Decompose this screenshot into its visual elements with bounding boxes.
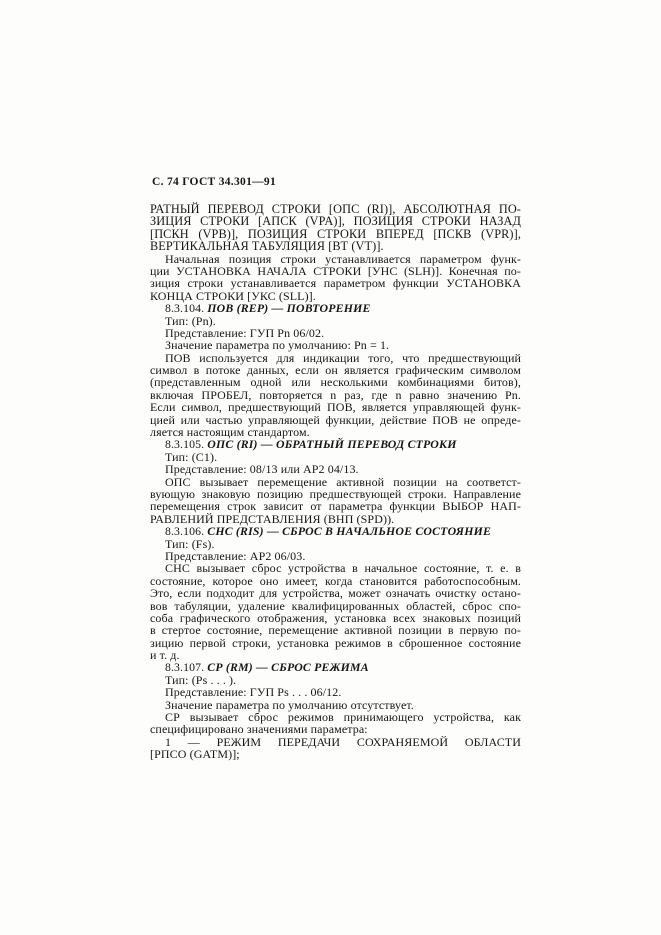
text-line: КОНЦА СТРОКИ [УКС (SLL)].: [150, 288, 316, 303]
text-line: ОПС вызывает перемещение активной позиции на соответст-: [165, 474, 521, 489]
text-line: ПОВ используется для индикации того, что предшествующий: [165, 350, 521, 365]
text-line: РАТНЫЙ ПЕРЕВОД СТРОКИ [ОПС (RI)], АБСОЛЮТНАЯ ПО-: [150, 202, 521, 216]
text-line: Представление: ГУП Ps . . . 06/12.: [165, 685, 342, 700]
section-heading: [150, 525, 521, 537]
text-line: РАВЛЕНИЙ ПРЕДСТАВЛЕНИЯ (ВНП (SPD)).: [150, 511, 395, 526]
text-line: вов табуляции, удаление квалифицированных областей, сброс спо-: [150, 598, 521, 613]
section-number: 8.3.106.: [165, 524, 205, 539]
text-line: перемещения строк зависит от параметра функции ВЫБОР НАП-: [150, 499, 521, 514]
text-line: ции УСТАНОВКА НАЧАЛА СТРОКИ [УНС (SLH)]. Конечная по-: [150, 263, 521, 278]
text-line: Тип: (Ps . . . ).: [165, 672, 237, 687]
section-title: ОПС (RI) — ОБРАТНЫЙ ПЕРЕВОД СТРОКИ: [207, 437, 457, 452]
section-title: СР (RM) — СБРОС РЕЖИМА: [207, 660, 369, 675]
text-line: СР вызывает сброс режимов принимающего устройства, как: [165, 710, 521, 725]
text-line: Представление: ГУП Pn 06/02.: [165, 325, 325, 340]
section-number: 8.3.105.: [165, 437, 205, 452]
text-line: Представление: АР2 06/03.: [165, 548, 306, 563]
text-line: Тип: (Fs).: [165, 536, 215, 551]
text-line: цией или частью управляющей функции, действие ПОВ не опреде-: [150, 412, 521, 427]
text-line: вующую знаковую позицию предшествующей строки. Направление: [150, 486, 521, 501]
text-line: специфицировано значениями параметра:: [150, 722, 368, 737]
text-line: [РПСО (GATM)];: [150, 747, 240, 762]
text-line: 1 — РЕЖИМ ПЕРЕДАЧИ СОХРАНЯЕМОЙ ОБЛАСТИ: [165, 734, 521, 749]
page-header: С. 74 ГОСТ 34.301—91: [152, 176, 277, 188]
text-line: ВЕРТИКАЛЬНАЯ ТАБУЛЯЦИЯ [ВТ (VT)].: [150, 239, 384, 254]
text-line: зиция строки устанавливается параметром функции УСТАНОВКА: [150, 276, 521, 291]
section-number: 8.3.107.: [165, 660, 205, 675]
text-line: состояние, которое оно имеет, когда становится работоспособным.: [150, 573, 521, 588]
text-line: зицию первой строки, установка режимов в сброшенное состояние: [150, 635, 521, 650]
text-line: Представление: 08/13 или АР2 04/13.: [165, 462, 359, 477]
text-line: символ в потоке данных, если он является графическим символом: [150, 363, 521, 378]
text-line: и т. д.: [150, 648, 180, 663]
section-title: СНС (RIS) — СБРОС В НАЧАЛЬНОЕ СОСТОЯНИЕ: [207, 524, 492, 539]
text-line: (представленным одной или несколькими комбинациями битов),: [150, 375, 521, 390]
text-line: соба графического отображения, установка всех знаковых позиций: [150, 610, 521, 625]
text-line: Тип: (Pn).: [165, 313, 216, 328]
text-line: Начальная позиция строки устанавливается параметром функ-: [165, 251, 521, 266]
text-line: Значение параметра по умолчанию: Pn = 1.: [165, 338, 390, 353]
text-line: Если символ, предшествующий ПОВ, является управляющей функ-: [150, 400, 521, 415]
text-line: [ПСКН (VPB)], ПОЗИЦИЯ СТРОКИ ВПЕРЕД [ПСКВ (VPR)],: [150, 226, 521, 241]
text-line: в стертое состояние, перемещение активной позиции в первую по-: [150, 623, 521, 638]
text-line: Значение параметра по умолчанию отсутствует.: [165, 697, 414, 712]
text-column: [150, 203, 521, 761]
text-line: Это, если подходит для устройства, может означать очистку остано-: [150, 586, 521, 601]
text-line: ЗИЦИЯ СТРОКИ [АПСК (VPA)], ПОЗИЦИЯ СТРОКИ НАЗАД: [150, 214, 521, 229]
text-line: включая ПРОБЕЛ, повторяется n раз, где n равно значению Pn.: [150, 387, 521, 402]
text-line: Тип: (C1).: [165, 449, 218, 464]
section-heading: [150, 438, 521, 450]
section-heading: [150, 661, 521, 673]
section-number: 8.3.104.: [165, 301, 205, 316]
text-line: СНС вызывает сброс устройства в начальное состояние, т. е. в: [165, 561, 521, 576]
section-heading: [150, 302, 521, 314]
text-line: ляется настоящим стандартом.: [150, 425, 310, 440]
section-title: ПОВ (REP) — ПОВТОРЕНИЕ: [207, 301, 371, 316]
